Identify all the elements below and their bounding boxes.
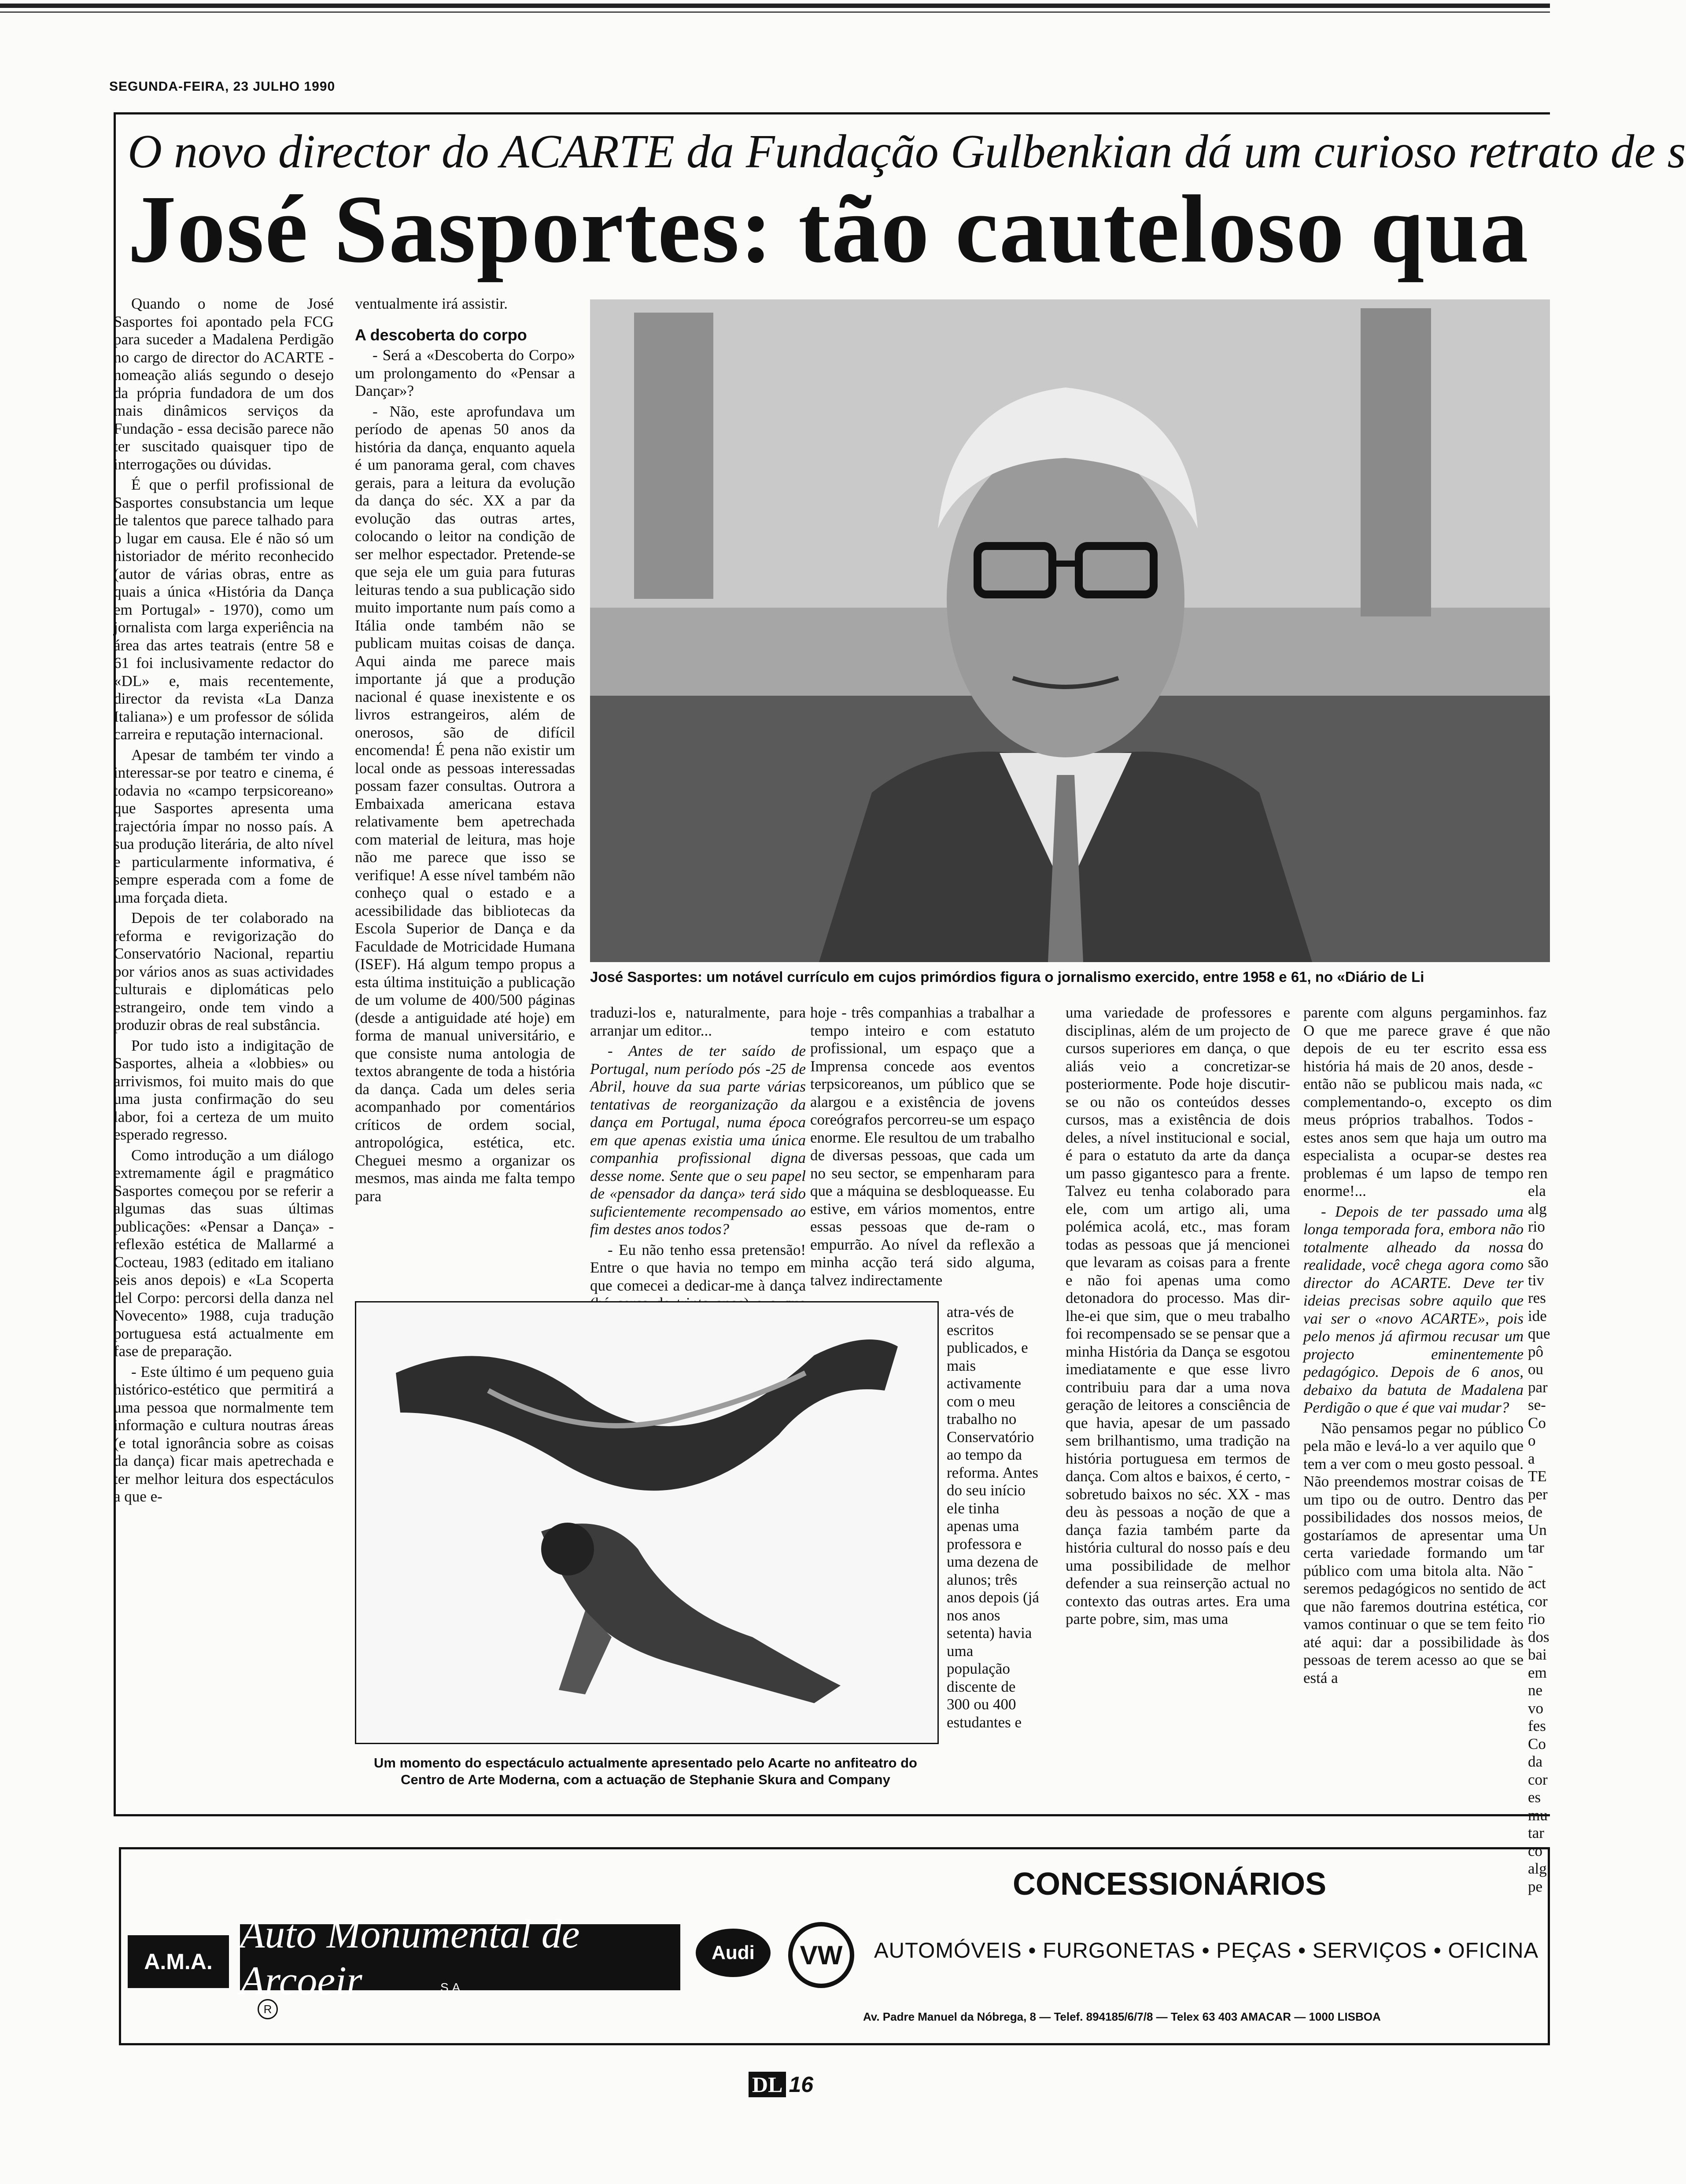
newspaper-logo: DL bbox=[749, 2072, 786, 2097]
top-rule-thin bbox=[0, 11, 1550, 13]
paragraph: Como introdução a um diálogo extremamente ágil e pragmático Sasportes começou por se referir a algumas das suas últimas publicações: «Pensar a Dança» - reflexão estética de Mallarmé a Cocteau, 1983 (editado em italiano seis anos depois) e «La Scoperta del Corpo: percorsi della danza nel Novecento» 1988, cuja tradução portuguesa está actualmente em fase de preparação. bbox=[114, 1146, 334, 1360]
dance-illustration bbox=[356, 1302, 937, 1743]
dance-photo bbox=[355, 1301, 939, 1744]
article-frame-bottom bbox=[114, 1814, 1550, 1816]
photo-caption: José Sasportes: um notável currículo em cujos primórdios figura o jornalismo exercido, entre 1958 e 61, no «Diário de Li bbox=[590, 969, 1424, 985]
paragraph: hoje - três companhias a trabalhar a tempo inteiro e com estatuto profissional, um espaço que a Imprensa concede aos eventos terpsicoreanos, um público que se alargou e a existência de jovens coreógrafos percorreu-se um espaço enorme. Ele resultou de um trabalho de diversas pessoas, que cada um no seu sector, se empenharam para que a máquina se desbloqueasse. Eu estive, em vários momentos, entre essas pessoas que de-ram o empurrão. Ao nível da reflexão a minha acção terá sido alguma, talvez indirectamente bbox=[810, 1004, 1035, 1289]
vw-logo: VW bbox=[788, 1922, 854, 1988]
ad-services: AUTOMÓVEIS • FURGONETAS • PEÇAS • SERVIÇOS • OFICINA bbox=[874, 1939, 1539, 1963]
article-column-2 bbox=[355, 295, 575, 1205]
portrait-illustration bbox=[590, 299, 1550, 962]
paragraph: faz não ess - «c dim - ma rea ren ela alg rio do são tiv res ide que pô ou par se- Co o a TE per de Un tar - act cor rio dos bai em ne vo fes Co da cor es mu tar co alg pe bbox=[1528, 1004, 1552, 1895]
dateline: SEGUNDA-FEIRA, 23 JULHO 1990 bbox=[109, 79, 336, 94]
paragraph: - Será a «Descoberta do Corpo» um prolongamento do «Pensar a Dançar»? bbox=[355, 347, 575, 399]
article-column-3b bbox=[810, 1004, 1035, 1312]
paragraph: É que o perfil profissional de Sasportes consubstancia um leque de talentos que parece talhado para o lugar em causa. Ele é não só um historiador de mérito reconhecido (autor de várias obras, entre as quais a única «História da Dança em Portugal» - 1970), como um jornalista com larga experiência na área das artes teatrais (entre 58 e 61 foi inclusivamente redactor do «DL» e, mais recentemente, director da revista «La Danza Italiana») e um professor de sólida carreira e reputação internacional. bbox=[114, 476, 334, 743]
company-logo: Auto Monumental de Arcoeir bbox=[240, 1924, 680, 1990]
paragraph: Depois de ter colaborado na reforma e revigorização do Conservatório Nacional, repartiu por vários anos as suas actividades culturais e diplomáticas pelo estrangeiro, onde tem vindo a produzir obras de real substância. bbox=[114, 909, 334, 1033]
paragraph: - Antes de ter saído de Portugal, num período pós -25 de Abril, houve da sua parte várias tentativas de reorganização da dança em Portugal, numa época em que apenas existia uma única companhia profissional digna desse nome. Sente que o seu papel de «pensador da dança» terá sido suficientemente recompensado ao fim destes anos todos? bbox=[590, 1042, 806, 1238]
dance-caption: Um momento do espectáculo actualmente apresentado pelo Acarte no anfiteatro do Centro de Arte Moderna, com a actuação de Stephanie Skura and Company bbox=[374, 1755, 917, 1787]
paragraph: Quando o nome de José Sasportes foi apontado pela FCG para suceder a Madalena Perdigão no cargo de director do ACARTE - nomeação aliás segundo o desejo da própria fundadora de um dos mais dinâmicos serviços da Fundação - essa decisão parece não ter suscitado quaisquer tipo de interrogações ou dúvidas. bbox=[114, 295, 334, 473]
audi-logo: Audi bbox=[696, 1929, 771, 1977]
paragraph: atra-vés de escritos publicados, e mais activamente com o meu trabalho no Conservatório ao tempo da reforma. Antes do seu início ele tinha apenas uma professora e uma dezena de alunos; três anos depois (já nos anos setenta) havia uma população discente de 300 ou 400 estudantes e bbox=[947, 1303, 1039, 1731]
headline: José Sasportes: tão cauteloso qua bbox=[128, 175, 1529, 283]
paragraph: - Não, este aprofundava um período de apenas 50 anos da história da dança, enquanto aquela é um panorama geral, com chaves gerais, para a leitura da evolução da dança do séc. XX a par da evolução das outras artes, colocando o leitor na condição de ser melhor espectador. Pretende-se que seja ele um guia para futuras leituras tendo a sua publicação sido muito importante num país como a Itália onde também não se publicam muitas coisas de dança. Aqui ainda me parece mais importante já que a produção nacional é quase inexistente e os livros estrangeiros, além de onerosos, são de difícil encomenda! É pena não existir um local onde as pessoas interessadas possam fazer consultas. Outrora a Embaixada americana estava relativamente bem apetrechada com material de leitura, mas hoje não me parece que isso se verifique! A esse nível também não conheço qual o estado e a acessibilidade das bibliotecas da Escola Superior de Dança e da Faculdade de Motricidade Humana (ISEF). Há algum tempo propus a esta última instituição a publicação de um volume de 400/500 páginas (desde a antiguidade até hoje) em forma de manual universitário, e que consiste numa antologia de textos abrangente de toda a história da dança. Cada um deles seria acompanhado por comentários críticos de ordem social, antropológica, estética, etc. Cheguei mesmo a organizar os mesmos, mas ainda me falta tempo para bbox=[355, 402, 575, 1205]
paragraph: traduzi-los e, naturalmente, para arranjar um editor... bbox=[590, 1004, 806, 1039]
paragraph: - Este último é um pequeno guia histórico-estético que permitirá a uma pessoa que normalmente tem informação e cultura noutras áreas (e total ignorância sobre as coisas da dança) ficar mais apetrechada e ter melhor leitura dos espectáculos a que e- bbox=[114, 1363, 334, 1505]
article-column-1 bbox=[114, 295, 334, 1748]
page-number-value: 16 bbox=[789, 2072, 814, 2097]
paragraph: Não pensamos pegar no público pela mão e levá-lo a ver aquilo que tem a ver com o meu gosto pessoal. Não preendemos mostrar coisas de um tipo ou de outro. Dentro das possibilidades dos nossos meios, gostaríamos de apresentar uma certa variedade formando um público com uma bitola alta. Não seremos pedagógicos no sentido de que não faremos doutrina estética, vamos continuar o que se tem feito até aqui: dar a possibilidade às pessoas de terem acesso ao que se está a bbox=[1303, 1419, 1524, 1686]
paragraph: uma variedade de professores e disciplinas, além de um projecto de cursos superiores em dança, o que aliás veio a concretizar-se posteriormente. Pode hoje discutir-se ou não os conteúdos desses cursos, mas a existência de dois deles, a nível institucional e social, é para o estatuto da arte da dança um passo gigantesco para a frente. Talvez eu tenha colaborado para ele, com um artigo ali, uma polémica acolá, etc., mas foram todas as pessoas que já mencionei que levaram as coisas para a frente e não foi apenas uma como detonadora do processo. Mas dir-lhe-ei que sim, que o meu trabalho foi recompensado se se pensar que a minha História da Dança se esgotou imediatamente e que esse livro contribuiu para dar a uma nova geração de leitores a consciência de que havia, apesar de um passado sem brilhantismo, uma tradição na história portuguesa em termos de dança. Com altos e baixos, é certo, - sobretudo baixos no séc. XX - mas deu às pessoas a noção de que a dança fazia também parte da história cultural do nosso país e deu uma possibilidade de melhor defender a sua reinserção actual no contexto das outras artes. Era uma parte pobre, sim, mas uma bbox=[1066, 1004, 1290, 1627]
article-column-3c bbox=[947, 1303, 1039, 1774]
company-suffix: S.A. bbox=[440, 1981, 464, 1994]
article-column-3 bbox=[590, 1004, 806, 1312]
paragraph: Por tudo isto a indigitação de Sasportes, alheia a «lobbies» ou arrivismos, foi muito mais do que uma justa confirmação do seu labor, foi a certeza de um muito esperado regresso. bbox=[114, 1037, 334, 1143]
article-column-4 bbox=[1066, 1004, 1290, 1783]
paragraph: - Eu não tenho essa pretensão! Entre o que havia no tempo em que comecei a dedicar-me à dança bbox=[590, 1241, 806, 1294]
ama-logo: A.M.A. bbox=[128, 1935, 229, 1988]
article-column-5 bbox=[1303, 1004, 1524, 1783]
registered-mark-icon: R bbox=[258, 1999, 278, 2019]
paragraph: - Depois de ter passado uma longa temporada fora, embora não totalmente alheado da nossa realidade, você chega agora como director do ACARTE. Deve ter ideias precisas sobre aquilo que vai ser o «novo ACARTE», pois pelo menos já afirmou recusar um projecto eminentemente pedagógico. Depois de 6 anos, debaixo da batuta de Madalena Perdigão o que é que vai mudar? bbox=[1303, 1203, 1524, 1416]
paragraph: Apesar de também ter vindo a interessar-se por teatro e cinema, é todavia no «campo terpsicoreano» que Sasportes apresenta uma trajectória ímpar no nosso país. A sua produção literária, de alto nível e particularmente informativa, é sempre esperada com a fome de uma forçada dieta. bbox=[114, 746, 334, 906]
top-rule bbox=[0, 4, 1550, 8]
paragraph: parente com alguns pergaminhos. O que me parece grave é que depois de eu ter escrito essa história há mais de 20 anos, desde então não se publicou mais nada, complementando-o, excepto os meus próprios trabalhos. Todos estes anos sem que haja um outro especialista a ocupar-se destes problemas é um lapso de tempo enorme!... bbox=[1303, 1004, 1524, 1199]
article-frame-top bbox=[114, 112, 1550, 114]
ad-address: Av. Padre Manuel da Nóbrega, 8 — Telef. 894185/6/7/8 — Telex 63 403 AMACAR — 1000 LISBOA bbox=[863, 2010, 1381, 2023]
kicker: O novo director do ACARTE da Fundação Gulbenkian dá um curioso retrato de s bbox=[128, 125, 1686, 178]
article-column-6-cropped bbox=[1528, 1004, 1552, 1895]
ad-title: CONCESSIONÁRIOS bbox=[1013, 1867, 1327, 1902]
paragraph: ventualmente irá assistir. bbox=[355, 295, 508, 312]
subheading: A descoberta do corpo bbox=[355, 325, 527, 344]
portrait-photo bbox=[590, 299, 1550, 962]
page-number bbox=[749, 2072, 813, 2097]
